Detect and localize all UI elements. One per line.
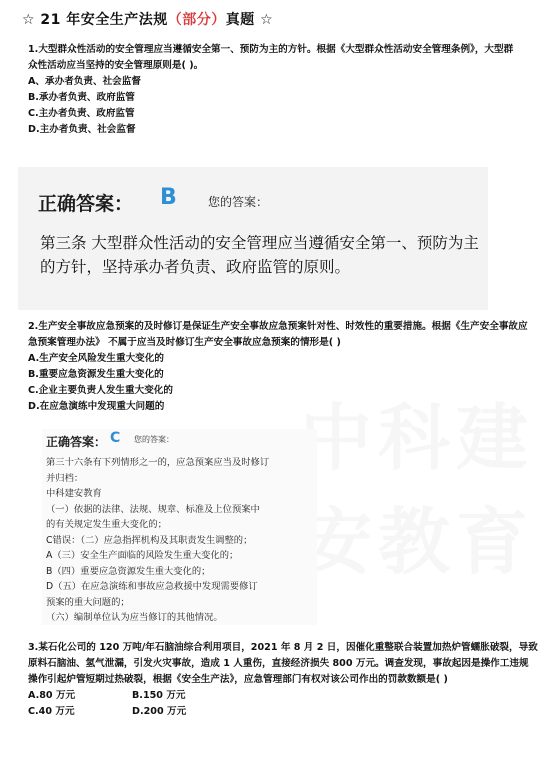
question-2-option-d: D.在应急演练中发现重大问题的	[28, 401, 165, 412]
question-3-stem: 3.某石化公司的 120 万吨/年石脑油综合利用项目，2021 年 8 月 2 日，因催化重整联合装置加热炉管蠕胀破裂，导致原料石脑油、氢气泄漏，引发火灾事故，造成 1 人重伤，直接经济损失 800 万元。调查发现，事故起因是操作工违规操作引起炉管短期过热破裂，根据《安全生产法》，应急管理部门有权对该公司作出的罚款数额是( )	[28, 642, 538, 685]
explanation-line: （六）编制单位认为应当修订的其他情况。	[46, 612, 223, 623]
question-2	[28, 319, 533, 415]
question-3-option-d: D.200 万元	[132, 706, 187, 717]
question-2-stem: 2.生产安全事故应急预案的及时修订是保证生产安全事故应急预案针对性、时效性的重要措施。根据《生产安全事故应急预案管理办法》 不属于应当及时修订生产安全事故应急预案的情形是( )	[28, 321, 528, 348]
explanation-line: 中科建安教育	[46, 488, 102, 499]
question-2-option-a: A.生产安全风险发生重大变化的	[28, 353, 164, 364]
title-part: （部分）	[167, 12, 226, 28]
explanation-line: A（三）安全生产面临的风险发生重大变化的；	[46, 550, 239, 561]
question-1-option-d: D.主办者负责、社会监督	[28, 124, 136, 135]
answer-2-letter: C	[110, 430, 121, 446]
answer-2-panel	[42, 429, 317, 625]
explanation-line: 第三十六条有下列情形之一的，应急预案应当及时修订	[46, 457, 270, 468]
question-3-options-row-2	[28, 704, 538, 720]
explanation-line: 并归档：	[46, 472, 84, 484]
question-3-option-a: A.80 万元	[28, 690, 76, 701]
question-1-option-c: C.主办者负责、政府监管	[28, 108, 135, 119]
explanation-line: C错误：（二）应急指挥机构及其职责发生调整的；	[46, 534, 253, 546]
question-1-option-b: B.承办者负责、政府监管	[28, 92, 135, 103]
question-3-options-row-1	[28, 688, 538, 704]
answer-1-panel	[18, 167, 488, 310]
explanation-line: B（四）重要应急资源发生重大变化的；	[46, 565, 211, 577]
answer-2-yours: 您的答案：	[134, 435, 174, 444]
explanation-line: 预案的重大问题的；	[46, 596, 130, 608]
question-1-stem: 1.大型群众性活动的安全管理应当遵循安全第一、预防为主的方针。根据《大型群众性活动安全管理条例》，大型群众性活动应当坚持的安全管理原则是( )。	[28, 44, 514, 71]
explanation-line: D（五）在应急演练和事故应急救援中发现需要修订	[46, 581, 258, 592]
question-2-option-c: C.企业主要负责人发生重大变化的	[28, 385, 173, 396]
question-2-option-b: B.重要应急资源发生重大变化的	[28, 369, 164, 380]
title-prefix: ☆ 21 年安全生产法规	[22, 12, 168, 28]
question-3	[28, 640, 538, 720]
answer-2-header: 正确答案：	[46, 435, 107, 449]
answer-1-letter: B	[160, 185, 177, 210]
question-3-option-c: C.40 万元	[28, 706, 75, 717]
answer-2-explanation	[46, 455, 311, 626]
question-1-option-a: A、承办者负责、社会监督	[28, 76, 141, 87]
question-1	[28, 42, 518, 138]
title-suffix: 真题 ☆	[225, 12, 274, 28]
answer-1-yours: 您的答案：	[208, 195, 269, 209]
answer-1-explanation: 第三条 大型群众性活动的安全管理应当遵循安全第一、预防为主的方针，坚持承办者负责、政府监管的原则。	[40, 234, 479, 276]
explanation-line: （一）依据的法律、法规、规章、标准及上位预案中	[46, 503, 260, 515]
answer-1-header: 正确答案：	[38, 193, 134, 215]
explanation-line: 的有关规定发生重大变化的；	[46, 519, 167, 530]
page-title	[22, 9, 273, 29]
question-3-option-b: B.150 万元	[132, 690, 186, 701]
